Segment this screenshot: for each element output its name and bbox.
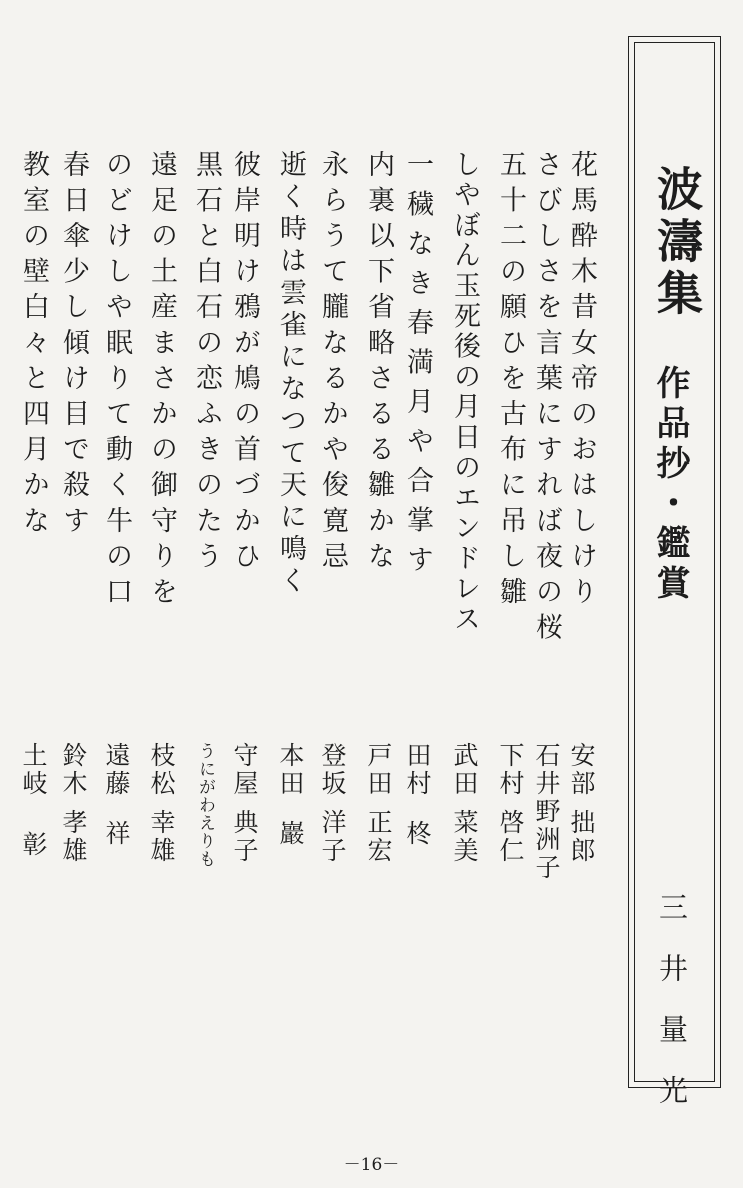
poem-column-13 [57, 150, 91, 1070]
page-number: －16－ [343, 1155, 400, 1175]
poem-column-14 [17, 150, 51, 1070]
poem-column-7 [316, 150, 350, 1070]
poem-column-6 [362, 150, 396, 1070]
haiku-author: 武田 菜美 [450, 742, 479, 865]
poem-column-11 [145, 150, 179, 1070]
haiku-author: 土岐 彰 [19, 742, 48, 859]
haiku-text: 内裏以下省略さるる雛かな [363, 150, 394, 578]
haiku-author: 登坂 洋子 [318, 742, 347, 865]
haiku-text: 一穢なき春満月や合掌す [402, 150, 433, 585]
poem-column-10 [190, 150, 224, 1070]
haiku-author: 田村 柊 [403, 742, 432, 848]
haiku-text: 彼岸明け鴉が鳩の首づかひ [229, 150, 260, 578]
haiku-text: 五十二の願ひを古布に吊し雛 [495, 150, 526, 613]
haiku-author: 鈴木 孝雄 [59, 742, 88, 865]
haiku-author: 戸田 正宏 [364, 742, 393, 865]
haiku-text: 教室の壁白々と四月かな [18, 150, 49, 542]
poem-column-2 [530, 150, 564, 1070]
haiku-text: しやぼん玉死後の月日のエンドレス [449, 150, 480, 635]
poem-column-4 [448, 150, 482, 1070]
section-subtitle: 作品抄・鑑賞 [650, 365, 690, 605]
section-title: 波濤集 [650, 165, 704, 321]
section-author: 三井量光 [655, 892, 689, 1136]
haiku-author: 石井野洲子 [532, 742, 561, 882]
haiku-text: 逝く時は雲雀になつて天に鳴く [275, 150, 306, 598]
haiku-text: のどけしや眠りて動く牛の口 [101, 150, 132, 613]
poem-column-9 [228, 150, 262, 1070]
haiku-note: うにがわえりも [195, 742, 215, 868]
haiku-text: さびしさを言葉にすれば夜の桜 [531, 150, 562, 649]
haiku-author: 下村 啓仁 [496, 742, 525, 865]
haiku-author: 安部 拙郎 [567, 742, 596, 865]
poem-column-12 [100, 150, 134, 1070]
haiku-text: 春日傘少し傾け目で殺す [58, 150, 89, 542]
haiku-author: 遠藤 祥 [102, 742, 131, 848]
poem-column-8 [274, 150, 308, 1070]
haiku-text: 永らうて朧なるかや俊寛忌 [317, 150, 348, 578]
haiku-author: 守屋 典子 [230, 742, 259, 865]
poem-column-3 [494, 150, 528, 1070]
haiku-author: 本田 巖 [276, 742, 305, 848]
haiku-text: 花馬酔木昔女帝のおはしけり [566, 150, 597, 613]
haiku-text: 黒石と白石の恋ふきのたう [191, 150, 222, 578]
haiku-text: 遠足の土産まさかの御守りを [146, 150, 177, 613]
poem-column-5 [401, 150, 435, 1070]
poem-column-1 [565, 150, 599, 1070]
haiku-author: 枝松 幸雄 [147, 742, 176, 865]
